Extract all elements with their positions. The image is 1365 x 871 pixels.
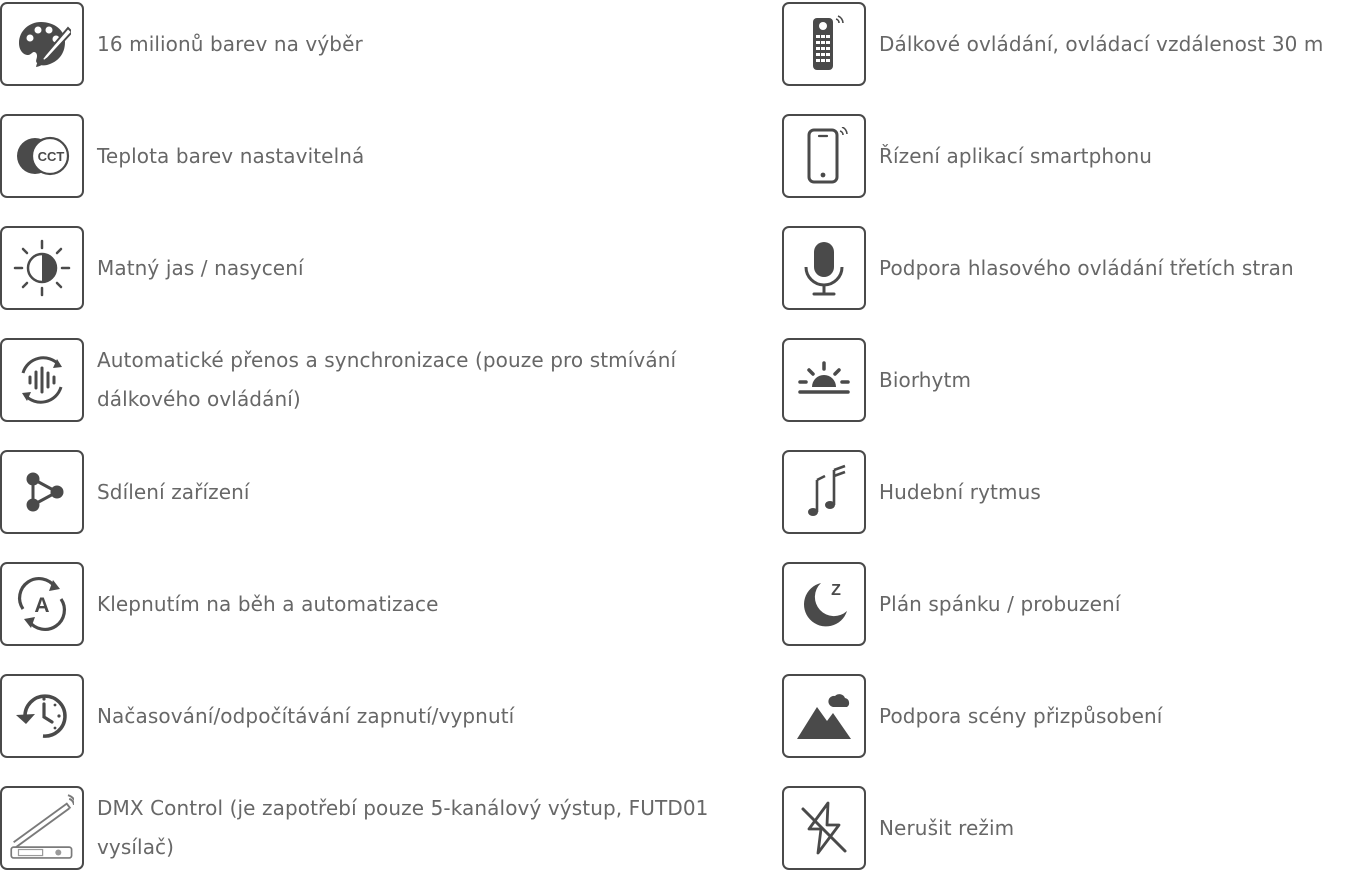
- feature-item-dnd: [782, 786, 1365, 870]
- feature-label: Automatické přenos a synchronizace (pouze pro stmívání dálkového ovládání): [97, 348, 677, 411]
- feature-label: Řízení aplikací smartphonu: [879, 143, 1153, 168]
- moon-sleep-icon-text: Z: [831, 582, 841, 599]
- feature-label: Sdílení zařízení: [97, 479, 250, 504]
- palette-icon: [0, 2, 84, 86]
- feature-label: Teplota barev nastavitelná: [97, 143, 365, 168]
- dmx-transmitter-icon: [0, 786, 84, 870]
- cct-icon: [0, 114, 84, 198]
- scene-icon: [782, 674, 866, 758]
- moon-sleep-icon: [782, 562, 866, 646]
- feature-label: Plán spánku / probuzení: [879, 591, 1121, 616]
- do-not-disturb-icon: [782, 786, 866, 870]
- feature-item-sleep: [782, 562, 1365, 646]
- feature-item-smartphone: [782, 114, 1365, 198]
- feature-label: DMX Control (je zapotřebí pouze 5-kanálový výstup, FUTD01 vysílač): [97, 796, 709, 859]
- sync-icon: [0, 338, 84, 422]
- music-note-icon: [782, 450, 866, 534]
- feature-item-colors: [0, 2, 760, 86]
- feature-item-scene: [782, 674, 1365, 758]
- feature-label: Nerušit režim: [879, 815, 1015, 840]
- timer-icon: [0, 674, 84, 758]
- feature-label: Biorhytm: [879, 367, 972, 392]
- remote-control-icon: [782, 2, 866, 86]
- feature-item-brightness: [0, 226, 760, 310]
- automation-icon: [0, 562, 84, 646]
- feature-label: Načasování/odpočítávání zapnutí/vypnutí: [97, 703, 515, 728]
- feature-item-biorhythm: [782, 338, 1365, 422]
- feature-item-automation: [0, 562, 760, 646]
- automation-icon-text: A: [34, 594, 50, 617]
- feature-label: Dálkové ovládání, ovládací vzdálenost 30 m: [879, 31, 1324, 56]
- brightness-icon: [0, 226, 84, 310]
- feature-item-cct: [0, 114, 760, 198]
- feature-label: Podpora scény přizpůsobení: [879, 703, 1163, 728]
- share-icon: [0, 450, 84, 534]
- microphone-icon: [782, 226, 866, 310]
- feature-label: Hudební rytmus: [879, 479, 1041, 504]
- feature-item-timer: [0, 674, 760, 758]
- feature-label: Matný jas / nasycení: [97, 255, 304, 280]
- feature-item-sync: [0, 338, 760, 422]
- cct-icon-text: CCT: [37, 149, 65, 164]
- feature-label: 16 milionů barev na výběr: [97, 31, 363, 56]
- smartphone-icon: [782, 114, 866, 198]
- feature-label: Podpora hlasového ovládání třetích stran: [879, 255, 1294, 280]
- feature-item-share: [0, 450, 760, 534]
- sunrise-icon: [782, 338, 866, 422]
- feature-item-remote: [782, 2, 1365, 86]
- feature-item-music: [782, 450, 1365, 534]
- feature-item-dmx: [0, 786, 760, 870]
- feature-label: Klepnutím na běh a automatizace: [97, 591, 439, 616]
- feature-item-voice: [782, 226, 1365, 310]
